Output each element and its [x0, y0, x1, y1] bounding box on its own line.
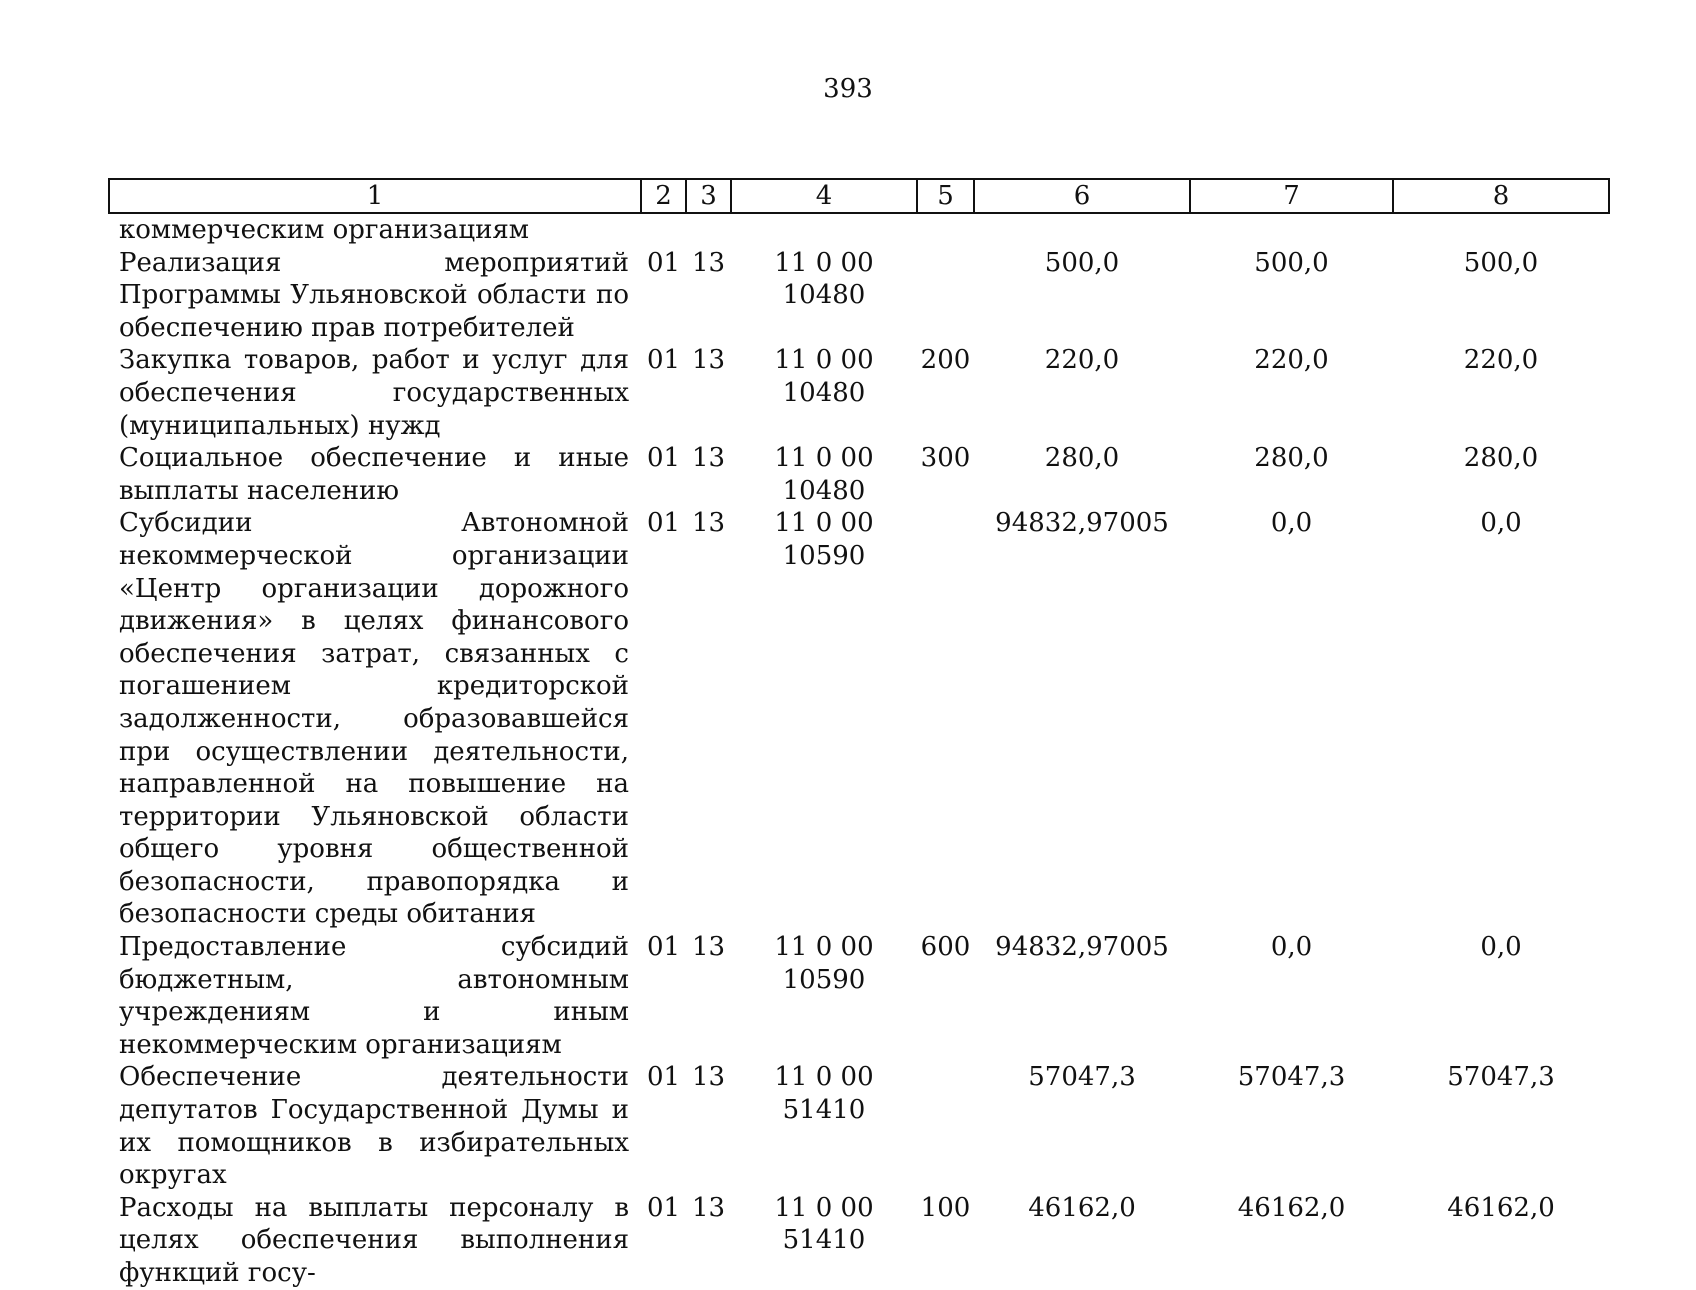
subsection-code: 13	[691, 443, 726, 474]
subsection-code: 13	[691, 508, 726, 539]
table-row	[109, 931, 1609, 1061]
header-row	[109, 179, 1609, 213]
page-number: 393	[823, 74, 873, 104]
amount-col-6: 280,0	[1044, 443, 1120, 474]
amount-col-6: 94832,97005	[995, 508, 1169, 539]
amount-col-8: 280,0	[1463, 443, 1539, 474]
amount-col-6: 94832,97005	[995, 932, 1169, 963]
amount-col-8: 57047,3	[1447, 1062, 1555, 1093]
header-cell-6: 6	[974, 179, 1190, 213]
table-row	[109, 344, 1609, 442]
section-code: 01	[646, 932, 681, 963]
amount-col-7: 0,0	[1270, 932, 1313, 963]
expense-type-code	[917, 1061, 974, 1191]
row-description: Реализация мероприятий Программы Ульяновской области по обеспечению прав потребителей	[119, 247, 629, 343]
target-article-code: 11 0 00 10590	[774, 508, 874, 571]
amount-col-8	[1393, 213, 1609, 247]
subsection-code	[686, 213, 731, 247]
row-description: Обеспечение деятельности депутатов Государственной Думы и их помощников в избирательных округах	[119, 1062, 629, 1191]
section-code: 01	[646, 508, 681, 539]
expense-type-code	[917, 507, 974, 931]
row-description: Предоставление субсидий бюджетным, автономным учреждениям и иным некоммерческим организациям	[119, 932, 629, 1060]
amount-col-7: 46162,0	[1237, 1192, 1346, 1223]
section-code: 01	[646, 443, 681, 474]
row-description: Закупка товаров, работ и услуг для обеспечения государственных (муниципальных) нужд	[119, 345, 629, 441]
amount-col-6: 220,0	[1044, 345, 1120, 376]
budget-table-container	[108, 178, 1608, 1290]
amount-col-7: 57047,3	[1237, 1062, 1346, 1093]
section-code: 01	[646, 247, 681, 278]
table-row	[109, 1192, 1609, 1290]
table-row	[109, 507, 1609, 931]
amount-col-8: 0,0	[1480, 508, 1522, 539]
subsection-code: 13	[691, 1192, 726, 1223]
table-row	[109, 442, 1609, 507]
header-cell-4: 4	[731, 179, 917, 213]
subsection-code: 13	[691, 932, 726, 963]
target-article-code: 11 0 00 10480	[774, 345, 874, 408]
header-cell-7: 7	[1190, 179, 1393, 213]
budget-table	[108, 178, 1610, 1290]
amount-col-8: 220,0	[1463, 345, 1539, 376]
table-header	[109, 179, 1609, 213]
expense-type-code	[917, 247, 974, 345]
section-code	[641, 213, 686, 247]
target-article-code: 11 0 00 51410	[774, 1062, 874, 1126]
table-row	[109, 1061, 1609, 1191]
table-body	[109, 213, 1609, 1290]
subsection-code: 13	[691, 1062, 726, 1093]
amount-col-7: 0,0	[1270, 508, 1313, 539]
expense-type-code: 600	[920, 932, 971, 963]
expense-type-code: 100	[920, 1192, 971, 1223]
expense-type-code: 200	[920, 345, 971, 376]
section-code: 01	[646, 345, 681, 376]
amount-col-8: 46162,0	[1447, 1192, 1555, 1223]
target-article-code: 11 0 00 10590	[774, 932, 874, 995]
target-article-code: 11 0 00 10480	[774, 247, 874, 311]
expense-type-code: 300	[920, 443, 971, 474]
header-cell-5: 5	[917, 179, 974, 213]
row-description: Расходы на выплаты персоналу в целях обеспечения выполнения функций госу-	[119, 1192, 629, 1288]
row-description: коммерческим организациям	[119, 215, 530, 245]
amount-col-6: 500,0	[1044, 247, 1120, 278]
section-code: 01	[646, 1192, 681, 1223]
header-cell-2: 2	[641, 179, 686, 213]
target-article-code: 11 0 00 10480	[774, 443, 874, 506]
subsection-code: 13	[691, 345, 726, 376]
target-article-code: 11 0 00 51410	[774, 1192, 874, 1256]
header-cell-3: 3	[686, 179, 731, 213]
amount-col-7: 280,0	[1254, 443, 1329, 474]
row-description: Субсидии Автономной некоммерческой организации «Центр организации дорожного движения» в целях финансового обеспечения затрат, связанных с погашением кредиторской задолженности, образовавшейся при осуществлении деятельности, направленной на повышение на территории Ульяновской области общего уровня общественной безопасности, правопорядка и безопасности среды обитания	[119, 508, 629, 930]
amount-col-7: 500,0	[1254, 247, 1329, 278]
expense-type-code	[917, 213, 974, 247]
amount-col-8: 0,0	[1480, 932, 1522, 963]
header-cell-1: 1	[109, 179, 641, 213]
amount-col-7	[1190, 213, 1393, 247]
amount-col-8: 500,0	[1463, 247, 1539, 278]
target-article-code	[731, 213, 917, 247]
header-cell-8: 8	[1393, 179, 1609, 213]
section-code: 01	[646, 1062, 681, 1093]
amount-col-6: 46162,0	[1028, 1192, 1136, 1223]
table-row	[109, 213, 1609, 247]
amount-col-7: 220,0	[1254, 345, 1329, 376]
row-description: Социальное обеспечение и иные выплаты населению	[119, 443, 629, 506]
table-row	[109, 247, 1609, 345]
subsection-code: 13	[691, 247, 726, 278]
amount-col-6	[974, 213, 1190, 247]
amount-col-6: 57047,3	[1028, 1062, 1136, 1093]
